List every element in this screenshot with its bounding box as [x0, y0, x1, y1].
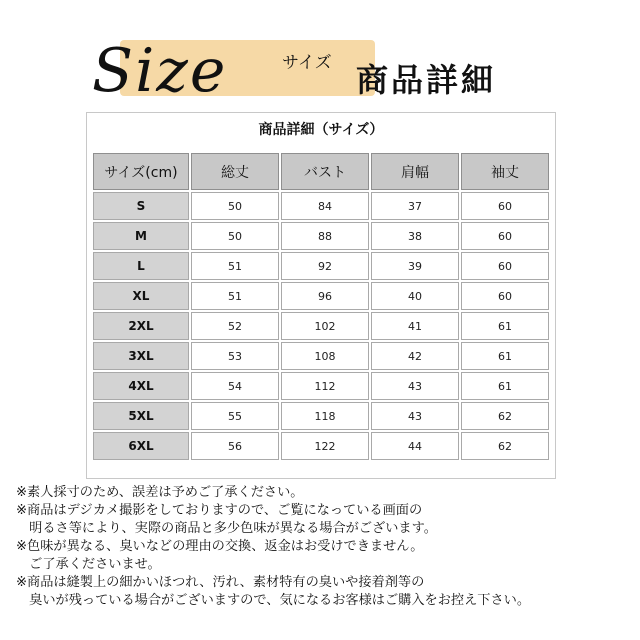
- shoulder-cell: 37: [371, 192, 459, 220]
- column-header-length: 総丈: [191, 153, 279, 190]
- shoulder-cell: 43: [371, 372, 459, 400]
- size-table-caption: 商品詳細（サイズ）: [258, 122, 384, 138]
- length-cell: 53: [191, 342, 279, 370]
- bust-cell: 88: [281, 222, 369, 250]
- note-line: 臭いが残っている場合がございますので、気になるお客様はご購入をお控え下さい。: [16, 593, 531, 608]
- size-cell: 2XL: [93, 312, 189, 340]
- column-header-size: サイズ(cm): [93, 153, 189, 190]
- table-row: [93, 282, 549, 310]
- note-line: 明るさ等により、実際の商品と多少色味が異なる場合がございます。: [16, 521, 437, 536]
- bust-cell: 122: [281, 432, 369, 460]
- page-header: [0, 0, 640, 112]
- size-table-panel: [86, 112, 556, 479]
- size-cell: L: [93, 252, 189, 280]
- notes-block: [16, 484, 636, 610]
- sleeve-cell: 61: [461, 342, 549, 370]
- length-cell: 50: [191, 192, 279, 220]
- sleeve-cell: 62: [461, 402, 549, 430]
- bust-cell: 92: [281, 252, 369, 280]
- shoulder-cell: 42: [371, 342, 459, 370]
- bust-cell: 108: [281, 342, 369, 370]
- shoulder-cell: 43: [371, 402, 459, 430]
- sleeve-cell: 61: [461, 312, 549, 340]
- size-cell: 3XL: [93, 342, 189, 370]
- size-table-body: [93, 192, 549, 460]
- note-line: ※素人採寸のため、誤差は予めご了承ください。: [16, 485, 304, 500]
- shoulder-cell: 40: [371, 282, 459, 310]
- table-row: [93, 192, 549, 220]
- shoulder-cell: 44: [371, 432, 459, 460]
- bust-cell: 96: [281, 282, 369, 310]
- length-cell: 55: [191, 402, 279, 430]
- size-script-word: Size: [92, 36, 228, 106]
- size-cell: XL: [93, 282, 189, 310]
- table-row: [93, 372, 549, 400]
- shoulder-cell: 38: [371, 222, 459, 250]
- size-kana-label: サイズ: [282, 53, 332, 73]
- size-cell: 6XL: [93, 432, 189, 460]
- bust-cell: 102: [281, 312, 369, 340]
- note-line: ご了承くださいませ。: [16, 557, 161, 572]
- sleeve-cell: 60: [461, 252, 549, 280]
- bust-cell: 118: [281, 402, 369, 430]
- sleeve-cell: 62: [461, 432, 549, 460]
- page-title: 商品詳細: [356, 61, 497, 99]
- length-cell: 52: [191, 312, 279, 340]
- column-header-sleeve: 袖丈: [461, 153, 549, 190]
- size-table: [91, 151, 551, 462]
- bust-cell: 112: [281, 372, 369, 400]
- size-cell: S: [93, 192, 189, 220]
- table-row: [93, 402, 549, 430]
- size-table-header-row: [93, 153, 549, 190]
- table-row: [93, 252, 549, 280]
- shoulder-cell: 41: [371, 312, 459, 340]
- column-header-bust: バスト: [281, 153, 369, 190]
- shoulder-cell: 39: [371, 252, 459, 280]
- note-line: ※商品はデジカメ撮影をしておりますので、ご覧になっている画面の: [16, 503, 423, 518]
- sleeve-cell: 60: [461, 192, 549, 220]
- table-row: [93, 342, 549, 370]
- note-line: ※商品は縫製上の細かいほつれ、汚れ、素材特有の臭いや接着剤等の: [16, 575, 425, 590]
- note-line: ※色味が異なる、臭いなどの理由の交換、返金はお受けできません。: [16, 539, 424, 554]
- sleeve-cell: 60: [461, 222, 549, 250]
- sleeve-cell: 60: [461, 282, 549, 310]
- table-row: [93, 432, 549, 460]
- length-cell: 51: [191, 282, 279, 310]
- column-header-shoulder: 肩幅: [371, 153, 459, 190]
- table-row: [93, 312, 549, 340]
- size-cell: 4XL: [93, 372, 189, 400]
- length-cell: 50: [191, 222, 279, 250]
- length-cell: 56: [191, 432, 279, 460]
- table-row: [93, 222, 549, 250]
- bust-cell: 84: [281, 192, 369, 220]
- size-cell: 5XL: [93, 402, 189, 430]
- size-cell: M: [93, 222, 189, 250]
- length-cell: 51: [191, 252, 279, 280]
- sleeve-cell: 61: [461, 372, 549, 400]
- length-cell: 54: [191, 372, 279, 400]
